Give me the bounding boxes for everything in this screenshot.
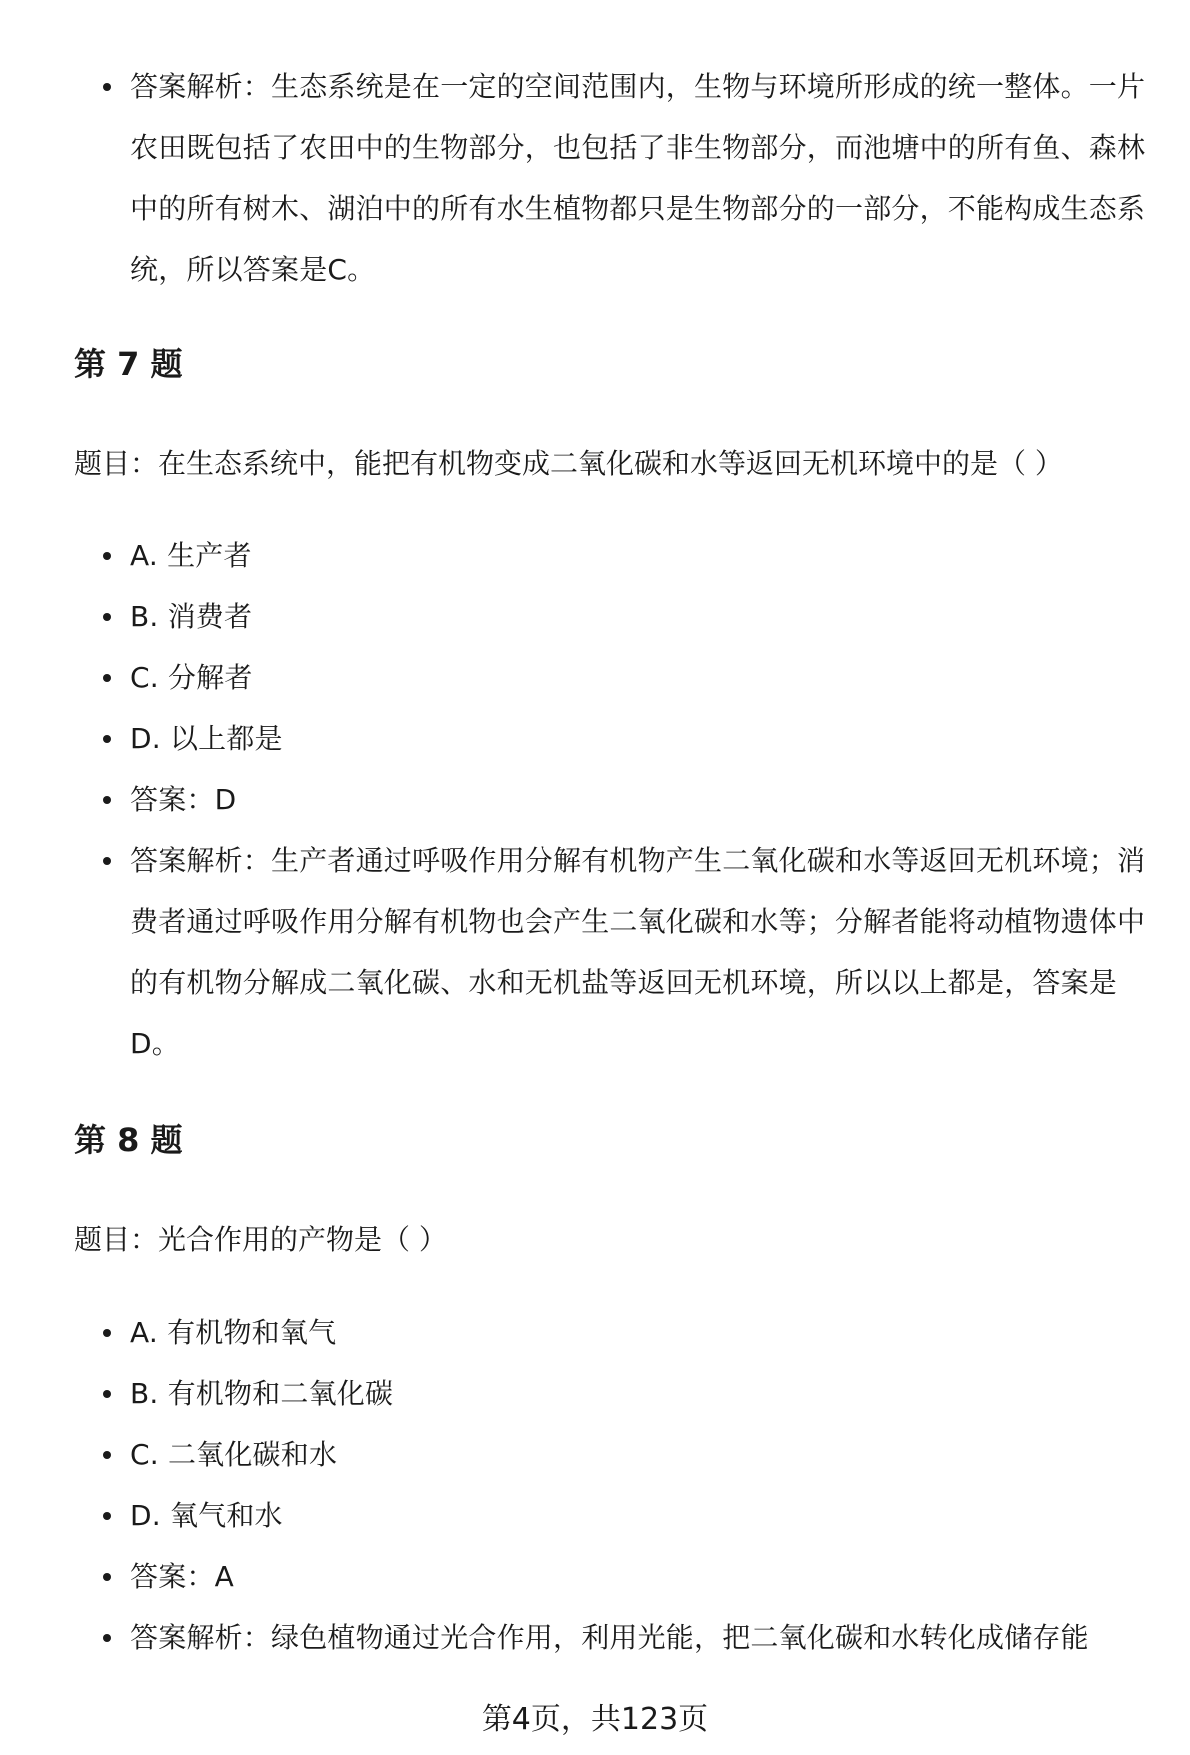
q7-question: 题目：在生态系统中，能把有机物变成二氧化碳和水等返回无机环境中的是（ ） [74,447,1063,480]
q8-question: 题目：光合作用的产物是（ ） [74,1223,447,1256]
q8-option-c: C. 二氧化碳和水 [0,1424,1190,1485]
q7-bullet-list [0,525,1190,1074]
page-number: 第4页，共123页 [481,1702,709,1737]
q8-heading: 第 8 题 [74,1121,183,1159]
q7-option-b: B. 消费者 [0,586,1190,647]
q7-answer: 答案：D [0,769,1190,830]
q8-option-b: B. 有机物和二氧化碳 [0,1363,1190,1424]
q8-answer: 答案：A [0,1546,1190,1607]
q7-option-c: C. 分解者 [0,647,1190,708]
q6-explanation: 答案解析：生态系统是在一定的空间范围内，生物与环境所形成的统一整体。一片农田既包括了农田中的生物部分，也包括了非生物部分，而池塘中的所有鱼、森林中的所有树木、湖泊中的所有水生植物都只是生物部分的一部分，不能构成生态系统，所以答案是C。 [0,56,1190,300]
q7-explanation: 答案解析：生产者通过呼吸作用分解有机物产生二氧化碳和水等返回无机环境；消费者通过呼吸作用分解有机物也会产生二氧化碳和水等；分解者能将动植物遗体中的有机物分解成二氧化碳、水和无机盐等返回无机环境，所以以上都是，答案是D。 [0,830,1190,1074]
q6-bullet-list [0,56,1190,300]
q7-option-a: A. 生产者 [0,525,1190,586]
q8-option-a: A. 有机物和氧气 [0,1302,1190,1363]
q8-bullet-list [0,1302,1190,1668]
q8-explanation: 答案解析：绿色植物通过光合作用，利用光能，把二氧化碳和水转化成储存能 [0,1607,1190,1668]
q7-option-d: D. 以上都是 [0,708,1190,769]
q8-option-d: D. 氧气和水 [0,1485,1190,1546]
q7-heading: 第 7 题 [74,345,183,383]
